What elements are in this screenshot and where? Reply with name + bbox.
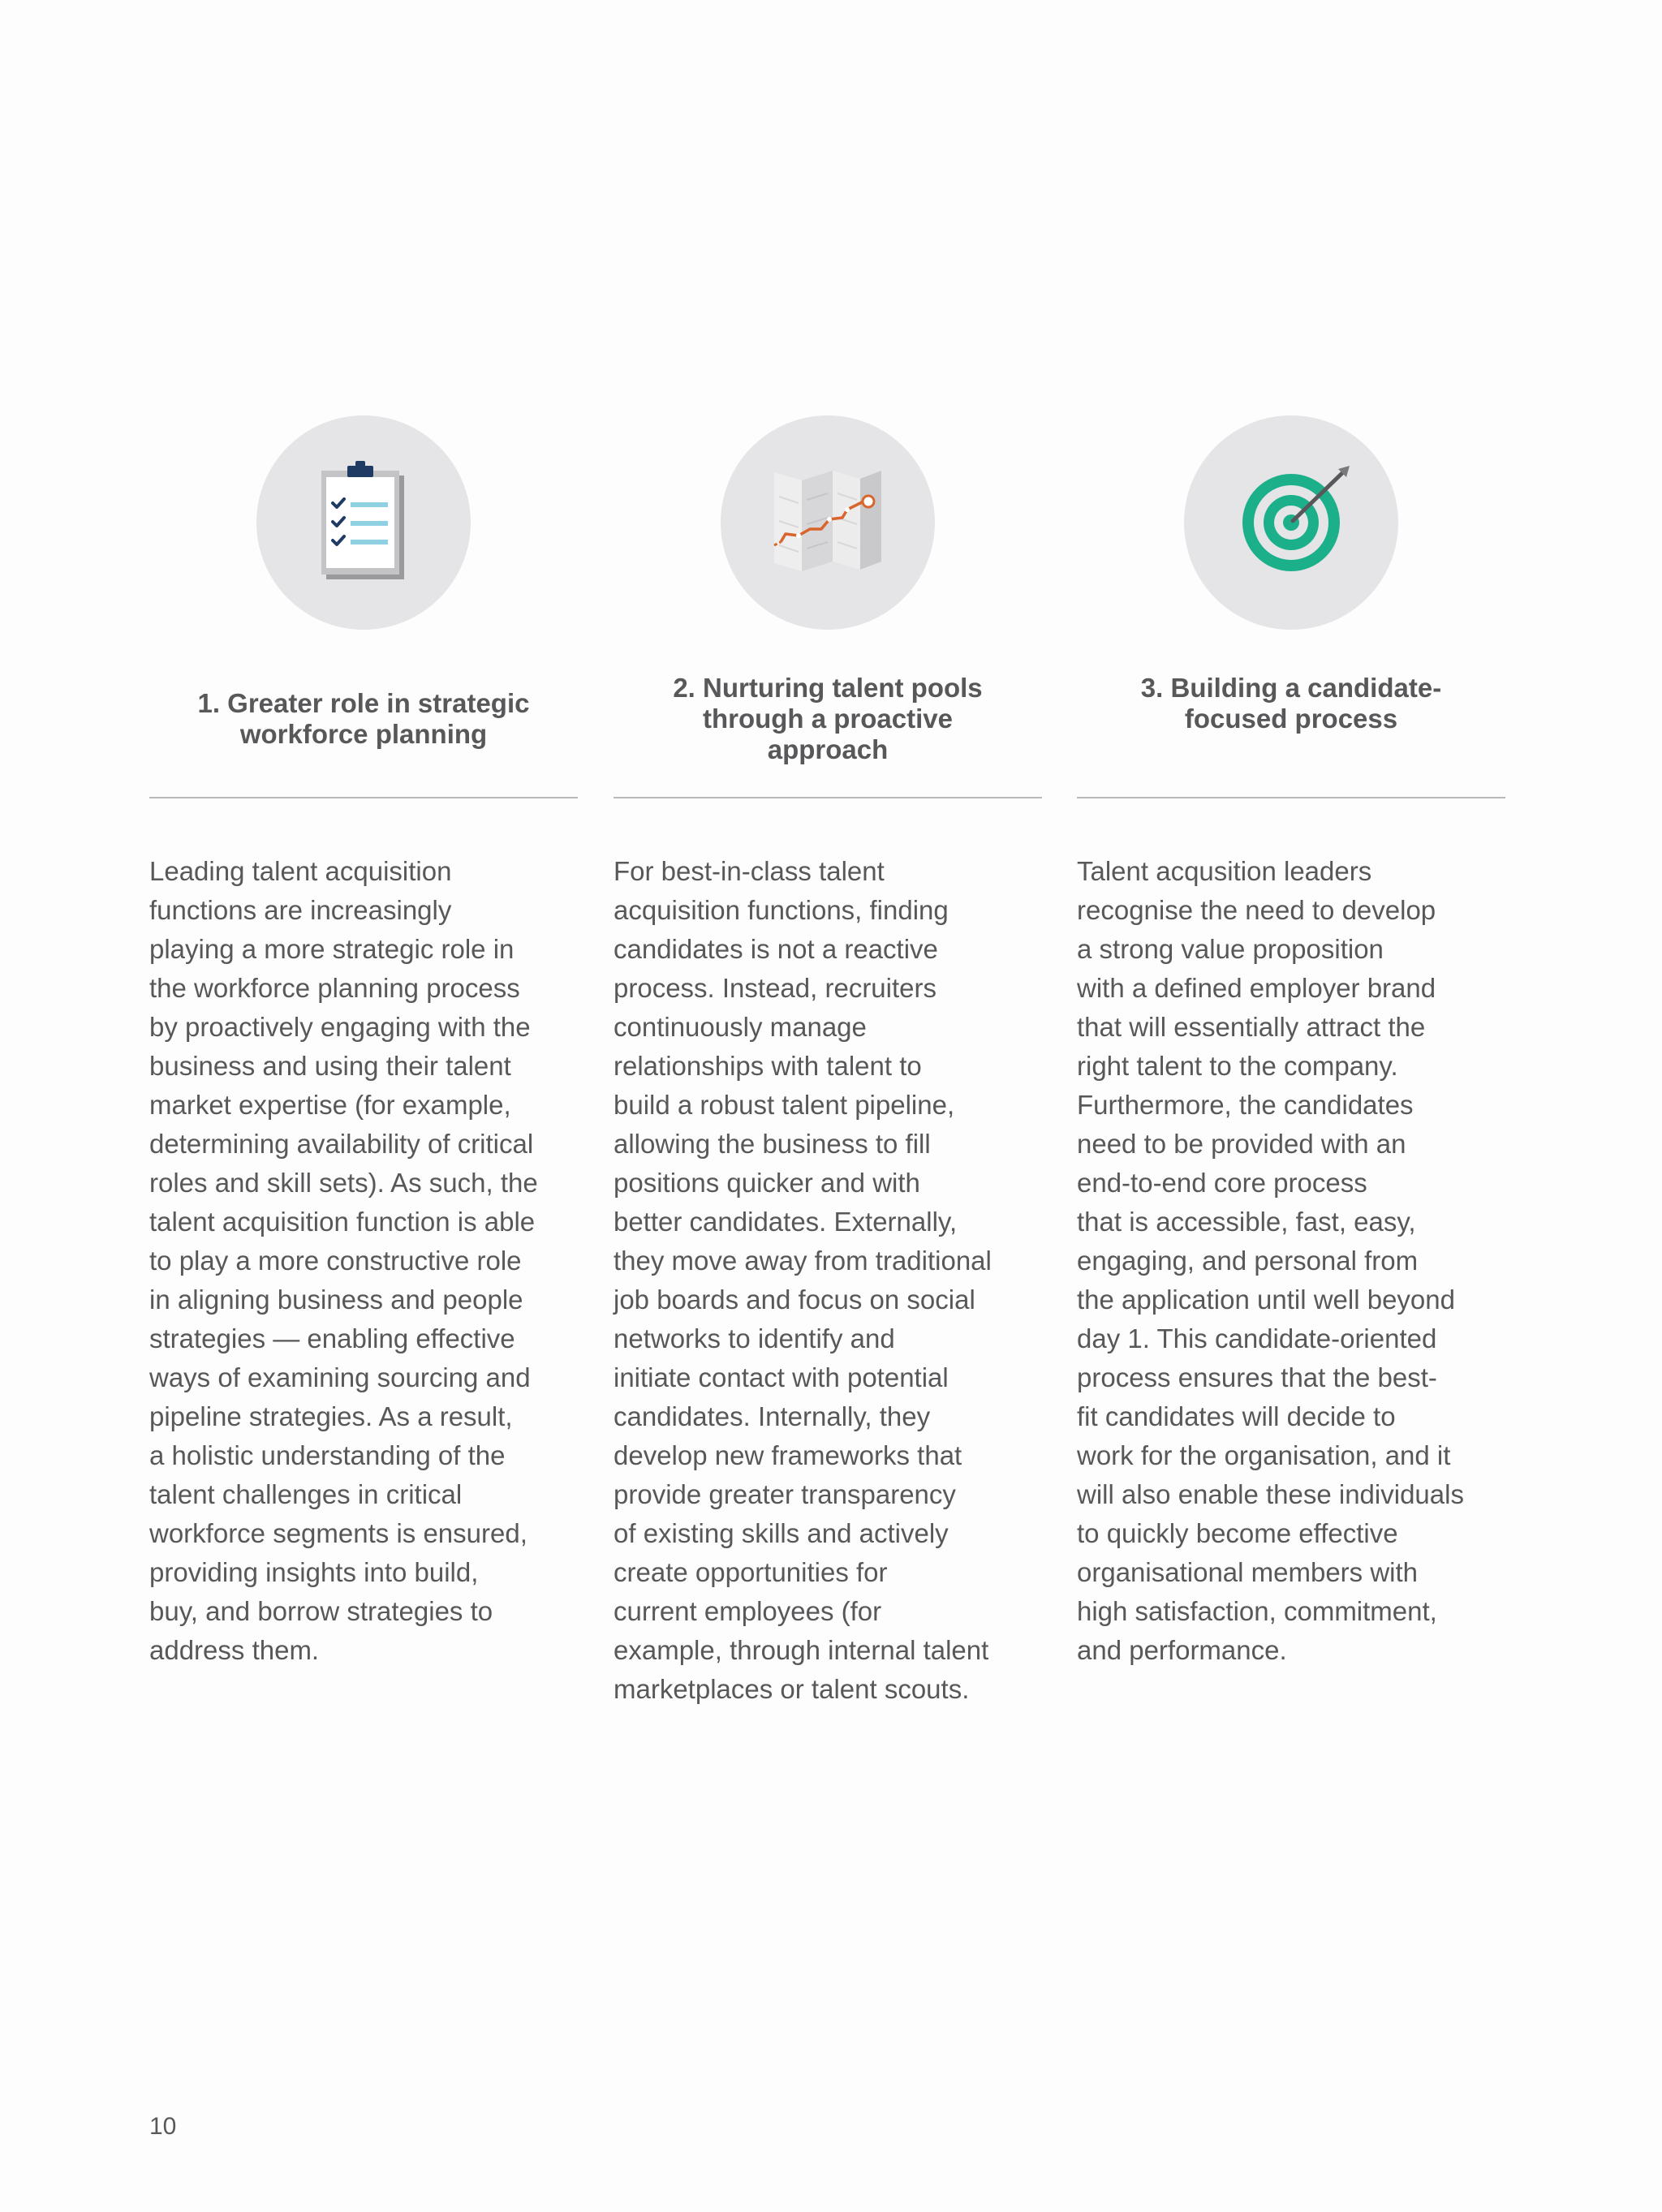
page-number: 10 <box>149 2113 177 2140</box>
heading-divider <box>1077 797 1505 798</box>
column-body-text: Leading talent acquisition functions are increasingly playing a more strategic role in the workforce planning process by proactively engaging with the business and using their talent market expertise (for example, determining availability of critical roles and skill sets). As such, the talent acquisition function is able to play a more constructive role in aligning business and people strategies — enabling effective ways of examining sourcing and pipeline strategies. As a result, a holistic understanding of the talent challenges in critical workforce segments is ensured, providing insights into build, buy, and borrow strategies to address them. <box>149 856 538 1665</box>
column-body-text: For best-in-class talent acquisition functions, finding candidates is not a reactive process. Instead, recruiters continuously manage relationships with talent to build a robust talent pipeline, allowing the business to fill positions quicker and with better candidates. Externally, they move away from traditional job boards and focus on social networks to identify and initiate contact with potential candidates. Internally, they develop new frameworks that provide greater transparency of existing skills and actively create opportunities for current employees (for example, through internal talent marketplaces or talent scouts. <box>614 856 992 1704</box>
column-heading: 2. Nurturing talent pools through a proactive approach <box>673 673 983 764</box>
column-heading: 3. Building a candidate- focused process <box>1140 673 1442 734</box>
target-dart-icon <box>1184 415 1398 630</box>
clipboard-checklist-icon <box>256 415 471 630</box>
heading-divider <box>149 797 578 798</box>
folded-map-route-icon <box>721 415 935 630</box>
column-heading: 1. Greater role in strategic workforce planning <box>197 688 530 749</box>
heading-divider <box>614 797 1042 798</box>
column-body-text: Talent acqusition leaders recognise the need to develop a strong value proposition with a defined employer brand that will essentially attract the right talent to the company. Furthermore, the candidates need to be provided with an end-to-end core process that is accessible, fast, easy, engaging, and personal from the application until well beyond day 1. This candidate-oriented process ensures that the best- fit candidates will decide to work for the organisation, and it will also enable these individuals to quickly become effective organisational members with high satisfaction, commitment, and performance. <box>1077 856 1464 1665</box>
